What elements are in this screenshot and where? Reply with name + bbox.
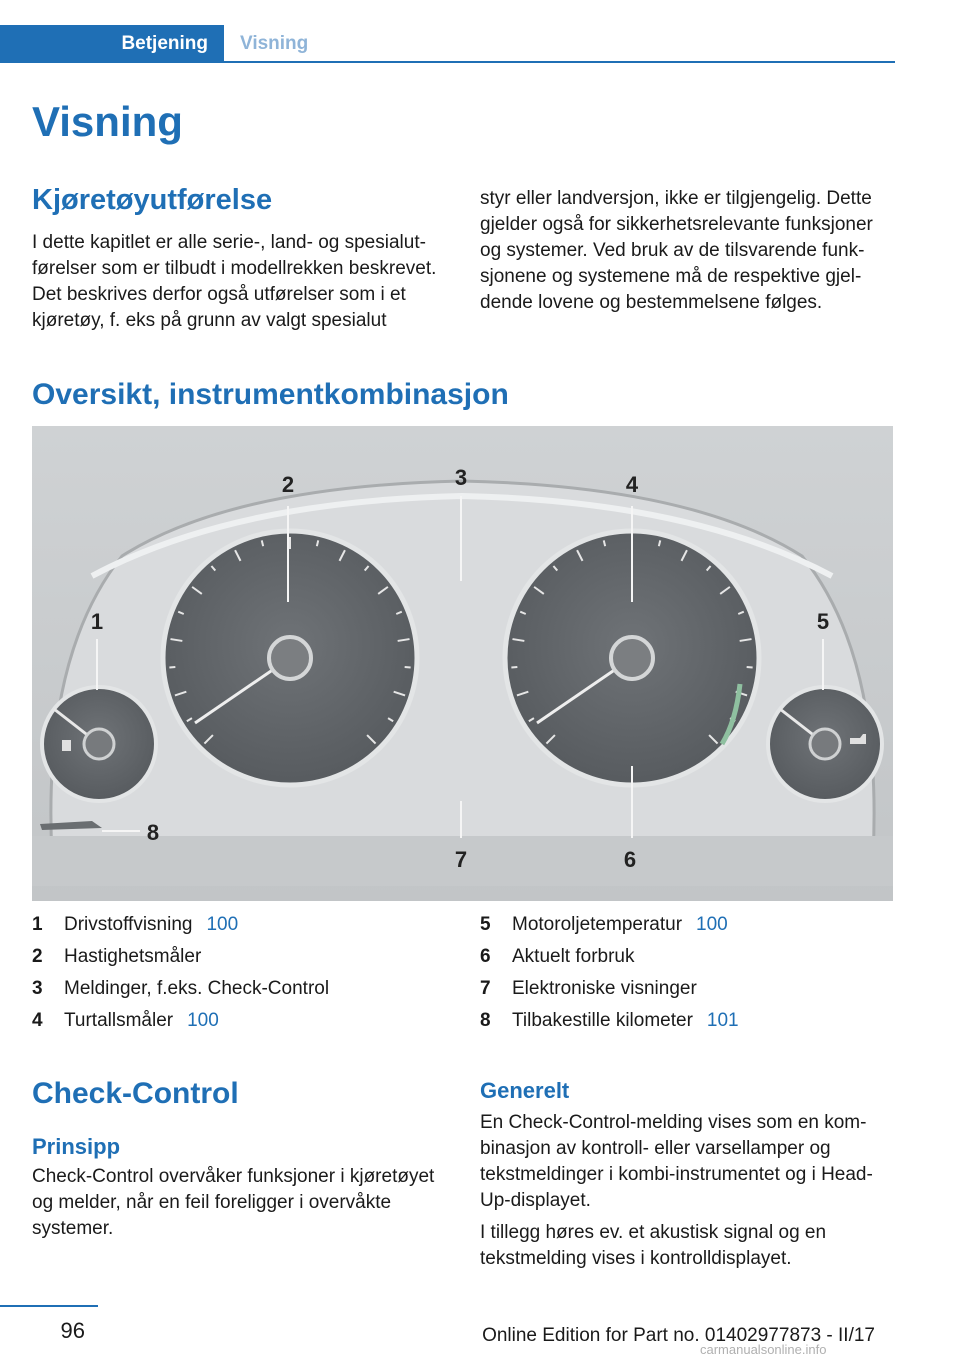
tab-betjening-label: Betjening — [121, 33, 208, 54]
legend-page-ref[interactable]: 100 — [206, 914, 239, 935]
legend-num: 4 — [32, 1010, 43, 1031]
callout-6: 6 — [623, 847, 637, 872]
legend-text: Turtallsmåler — [64, 1010, 174, 1031]
callout-5: 5 — [816, 609, 830, 634]
tab-visning[interactable]: Visning — [240, 33, 309, 54]
legend-num: 7 — [480, 978, 491, 999]
callout-8: 8 — [146, 820, 160, 845]
legend-text: Motoroljetemperatur — [512, 914, 683, 935]
check-control-heading: Check-Control — [32, 1077, 239, 1110]
legend-num: 3 — [32, 978, 43, 999]
gauge-tick — [659, 540, 660, 546]
general-paragraph-1: En Check-Control-melding vises som en kombinasjon av kontroll- eller varsellamper og tekstmeldinger i kombi-instrumentet og i Head-Up-displayet. — [480, 1112, 873, 1211]
callout-3: 3 — [454, 465, 468, 490]
instrument-cluster-image — [32, 426, 893, 901]
fuel-gauge-hub — [84, 729, 114, 759]
page-title: Visning — [32, 98, 183, 145]
legend-text: Hastighetsmåler — [64, 946, 202, 967]
general-heading: Generelt — [480, 1078, 570, 1103]
principle-text: Check-Control overvåker funksjoner i kjøretøyet og melder, når en feil foreligger i overvåkte systemer. — [32, 1166, 435, 1239]
legend-page-ref[interactable]: 101 — [706, 1010, 739, 1031]
vehicle-heading: Kjøretøyutførelse — [32, 184, 273, 216]
edition-text: Online Edition for Part no. 01402977873 - II/17 — [482, 1325, 875, 1346]
page-number: 96 — [60, 1318, 85, 1343]
tab-betjening[interactable] — [0, 25, 224, 61]
overview-heading: Oversikt, instrumentkombinasjon — [32, 378, 509, 411]
callout-4: 4 — [625, 472, 639, 497]
callout-7: 7 — [454, 847, 468, 872]
general-paragraph-2: I tillegg høres ev. et akustisk signal og en tekstmelding vises i kontrolldisplayet. — [480, 1222, 827, 1269]
footer-rule — [0, 1305, 98, 1307]
fuel-pump-icon — [62, 740, 71, 751]
legend-text: Tilbakestille kilometer — [512, 1010, 693, 1031]
legend-num: 8 — [480, 1010, 491, 1031]
legend-text: Meldinger, f.eks. Check-Control — [64, 978, 330, 999]
principle-heading: Prinsipp — [32, 1134, 121, 1159]
legend-text: Drivstoffvisning — [64, 914, 193, 935]
callout-1: 1 — [90, 609, 104, 634]
general-text — [480, 1110, 898, 1278]
legend-text: Elektroniske visninger — [512, 978, 697, 999]
gauge-tick — [317, 540, 318, 546]
oil-temp-gauge-hub — [810, 729, 840, 759]
vehicle-text-col1: I dette kapitlet er alle serie-, land- og spesialutførelser som er tilbudt i modellrekken beskrevet. Det beskrives derfor også utførelser som i et kjøretøy, f. eks på grunn av valgt spesialut — [32, 232, 437, 331]
watermark: carmanualsonline.info — [700, 1342, 827, 1357]
gauge-tick — [262, 540, 263, 546]
legend-num: 2 — [32, 946, 43, 967]
tachometer-hub — [611, 637, 653, 679]
vehicle-text-col2: styr eller landversjon, ikke er tilgjengelig. Dette gjelder også for sikkerhetsrelevante funksjoner og systemer. Ved bruk av de tilsvarende funksjonene og systemene må de respektive gjeldende lovene og bestemmelsene følges. — [480, 188, 873, 313]
callout-2: 2 — [281, 472, 295, 497]
legend-num: 1 — [32, 914, 43, 935]
legend-num: 6 — [480, 946, 491, 967]
legend-num: 5 — [480, 914, 491, 935]
legend-page-ref[interactable]: 100 — [696, 914, 728, 935]
legend-text: Aktuelt forbruk — [512, 946, 635, 967]
gauge-tick — [604, 540, 605, 546]
legend-page-ref[interactable]: 100 — [187, 1010, 219, 1031]
speedometer-hub — [269, 637, 311, 679]
header-tab-bar — [0, 25, 895, 63]
